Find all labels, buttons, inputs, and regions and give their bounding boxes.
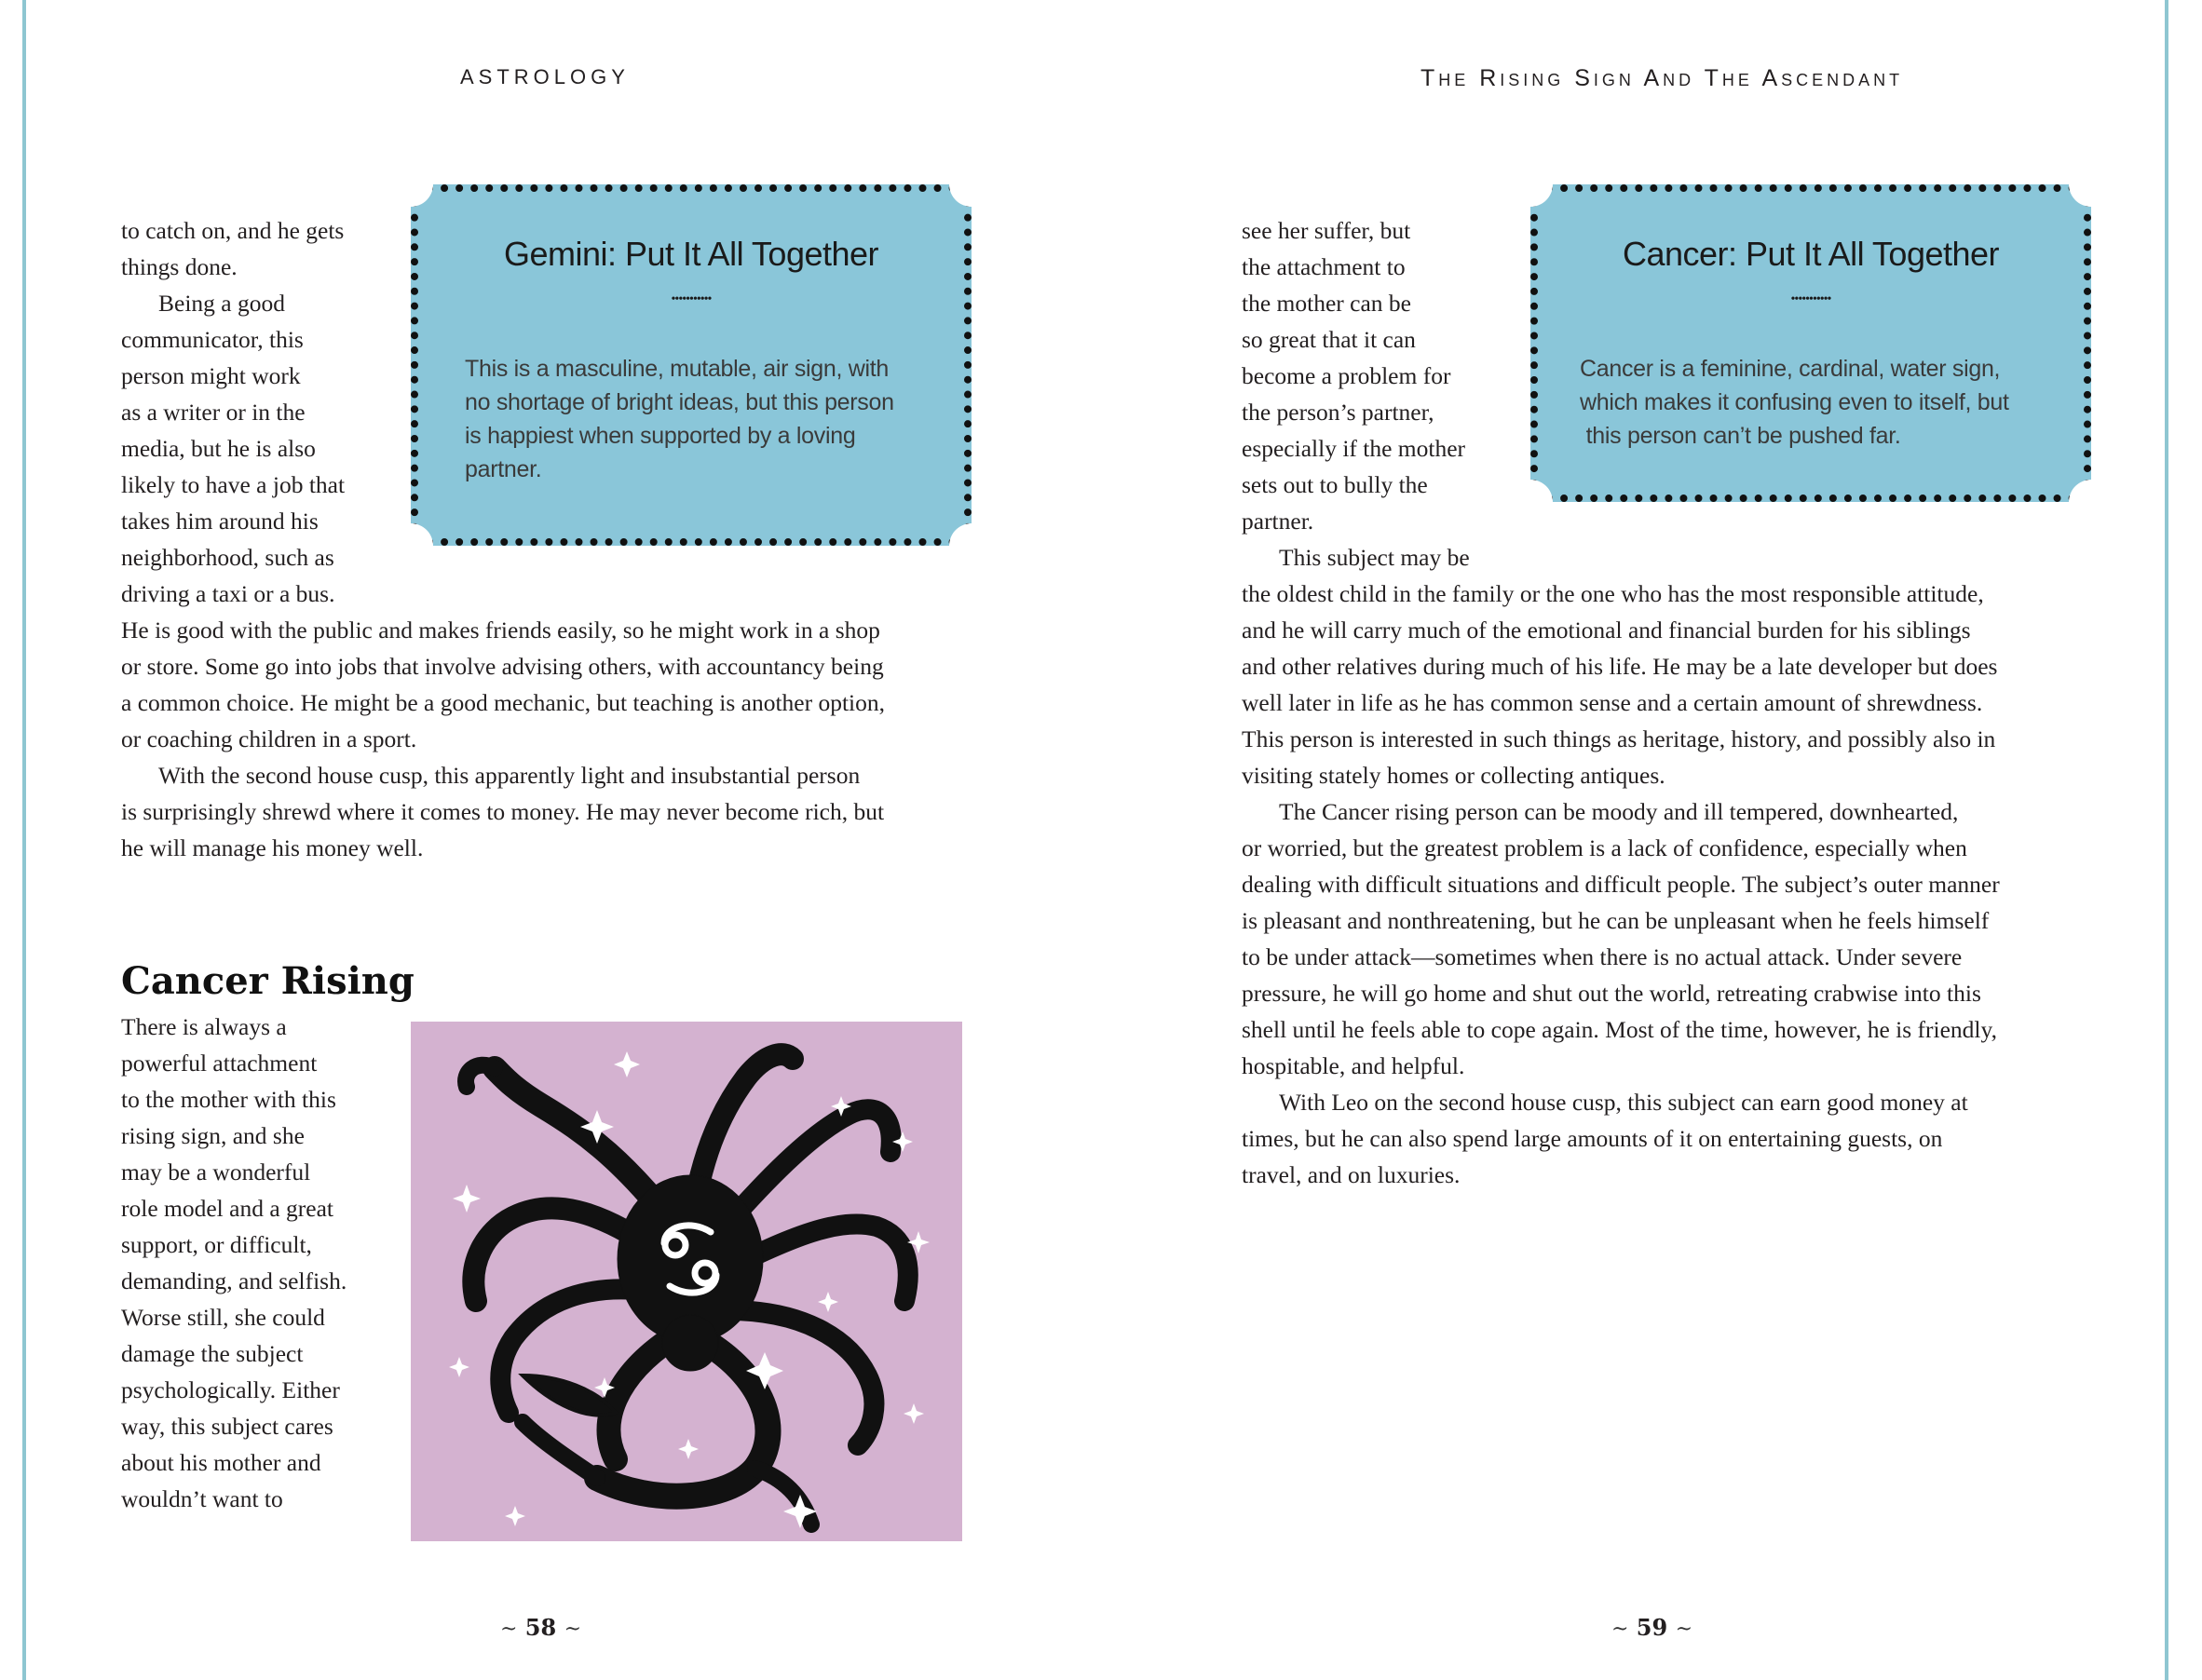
- text-line: become a problem for: [1242, 362, 1451, 389]
- text-line: which makes it confusing even to itself, but: [1580, 389, 2009, 415]
- sidebar-title: Gemini: Put It All Together: [503, 235, 879, 273]
- text-line: neighborhood, such as: [121, 544, 334, 571]
- ornament-divider: •••••••••••: [671, 292, 712, 306]
- text-line: partner.: [465, 456, 542, 482]
- text-line: hospitable, and helpful.: [1242, 1052, 1465, 1079]
- text-line: he will manage his money well.: [121, 834, 424, 861]
- section-heading: Cancer Rising: [121, 959, 415, 1003]
- text-line: likely to have a job that: [121, 471, 346, 498]
- right-running-head: The Rising Sign And The Ascendant: [1420, 65, 1904, 91]
- text-line: The Cancer rising person can be moody and ill tempered, downhearted,: [1279, 798, 1959, 825]
- text-line: communicator, this: [121, 326, 304, 353]
- text-line: a common choice. He might be a good mechanic, but teaching is another option,: [121, 689, 886, 716]
- text-line: shell until he feels able to cope again. Most of the time, however, he is friendly,: [1242, 1016, 1997, 1043]
- text-line: Cancer is a feminine, cardinal, water sign,: [1580, 356, 2001, 382]
- text-line: this person can’t be pushed far.: [1580, 423, 1901, 449]
- folio-ornament-icon: ~: [564, 1618, 581, 1641]
- text-line: role model and a great: [121, 1195, 333, 1222]
- text-line: the oldest child in the family or the one who has the most responsible attitude,: [1242, 580, 1984, 607]
- text-line: demanding, and selfish.: [121, 1267, 347, 1294]
- sidebar-body: [1580, 352, 2037, 453]
- text-line: media, but he is also: [121, 435, 316, 462]
- sidebar-title: Cancer: Put It All Together: [1622, 235, 2000, 273]
- text-line: travel, and on luxuries.: [1242, 1161, 1461, 1188]
- text-line: sets out to bully the: [1242, 471, 1428, 498]
- text-line: damage the subject: [121, 1340, 304, 1367]
- text-line: times, but he can also spend large amounts of it on entertaining guests, on: [1242, 1125, 1943, 1152]
- text-line: see her suffer, but: [1242, 217, 1411, 244]
- left-column-text: [121, 212, 391, 612]
- text-line: or store. Some go into jobs that involve advising others, with accountancy being: [121, 653, 884, 680]
- text-line: to be under attack—sometimes when there is no actual attack. Under severe: [1242, 943, 1963, 970]
- text-line: to the mother with this: [121, 1086, 336, 1113]
- text-line: or coaching children in a sport.: [121, 725, 417, 752]
- text-line: visiting stately homes or collecting antiques.: [1242, 762, 1665, 789]
- page-number: 59: [1636, 1614, 1668, 1641]
- text-line: person might work: [121, 362, 301, 389]
- folio-ornament-icon: ~: [1611, 1618, 1629, 1641]
- cancer-sidebar-box: [1530, 184, 2091, 502]
- text-line: way, this subject cares: [121, 1413, 333, 1440]
- text-line: things done.: [121, 253, 238, 280]
- text-line: takes him around his: [121, 508, 319, 535]
- text-line: pressure, he will go home and shut out the world, retreating crabwise into this: [1242, 980, 1981, 1007]
- folio-ornament-icon: ~: [500, 1618, 518, 1641]
- text-line: is pleasant and nonthreatening, but he can be unpleasant when he feels himself: [1242, 907, 1990, 934]
- text-line: rising sign, and she: [121, 1122, 305, 1149]
- text-line: is surprisingly shrewd where it comes to money. He may never become rich, but: [121, 798, 885, 825]
- page-number: 58: [524, 1614, 557, 1641]
- text-line: the attachment to: [1242, 253, 1406, 280]
- gemini-sidebar-box: [411, 184, 972, 546]
- right-body-text: [1242, 576, 2108, 1193]
- text-line: There is always a: [121, 1013, 287, 1040]
- text-line: especially if the mother: [1242, 435, 1466, 462]
- text-line: support, or difficult,: [121, 1231, 312, 1258]
- text-line: is happiest when supported by a loving: [465, 423, 856, 449]
- text-line: With the second house cusp, this apparently light and insubstantial person: [158, 762, 861, 789]
- text-line: He is good with the public and makes friends easily, so he might work in a shop: [121, 616, 880, 644]
- sidebar-body: [465, 352, 918, 486]
- ornament-divider: •••••••••••: [1790, 292, 1831, 306]
- right-margin-rule: [2165, 0, 2168, 1680]
- text-line: This person is interested in such things as heritage, history, and possibly also in: [1242, 725, 1996, 752]
- text-line: the mother can be: [1242, 290, 1411, 317]
- left-body-text: [121, 612, 978, 866]
- text-line: powerful attachment: [121, 1050, 318, 1077]
- cancer-crab-illustration: [411, 1022, 962, 1541]
- text-line: Being a good: [158, 290, 285, 317]
- text-line: partner.: [1242, 508, 1314, 535]
- section-column-text: [121, 1009, 401, 1517]
- text-line: the person’s partner,: [1242, 399, 1434, 426]
- text-line: and other relatives during much of his life. He may be a late developer but does: [1242, 653, 1998, 680]
- text-line: about his mother and: [121, 1449, 321, 1476]
- text-line: well later in life as he has common sense and a certain amount of shrewdness.: [1242, 689, 1983, 716]
- text-line: and he will carry much of the emotional and financial burden for his siblings: [1242, 616, 1971, 644]
- text-line: no shortage of bright ideas, but this person: [465, 389, 894, 415]
- folio-ornament-icon: ~: [1675, 1618, 1692, 1641]
- right-column-text: [1242, 212, 1512, 576]
- left-running-head: ASTROLOGY: [460, 65, 630, 88]
- text-line: so great that it can: [1242, 326, 1416, 353]
- text-line: or worried, but the greatest problem is a lack of confidence, especially when: [1242, 834, 1967, 861]
- text-line: dealing with difficult situations and difficult people. The subject’s outer manner: [1242, 871, 2000, 898]
- left-margin-rule: [22, 0, 26, 1680]
- text-line: Worse still, she could: [121, 1304, 325, 1331]
- text-line: as a writer or in the: [121, 399, 306, 426]
- text-line: to catch on, and he gets: [121, 217, 345, 244]
- text-line: may be a wonderful: [121, 1158, 311, 1185]
- text-line: This is a masculine, mutable, air sign, with: [465, 356, 890, 382]
- text-line: driving a taxi or a bus.: [121, 580, 335, 607]
- text-line: This subject may be: [1279, 544, 1470, 571]
- crab-icon: [411, 1022, 962, 1541]
- left-folio: [500, 1614, 581, 1641]
- text-line: wouldn’t want to: [121, 1485, 283, 1512]
- right-folio: [1611, 1614, 1692, 1641]
- text-line: psychologically. Either: [121, 1376, 340, 1403]
- text-line: With Leo on the second house cusp, this subject can earn good money at: [1279, 1089, 1968, 1116]
